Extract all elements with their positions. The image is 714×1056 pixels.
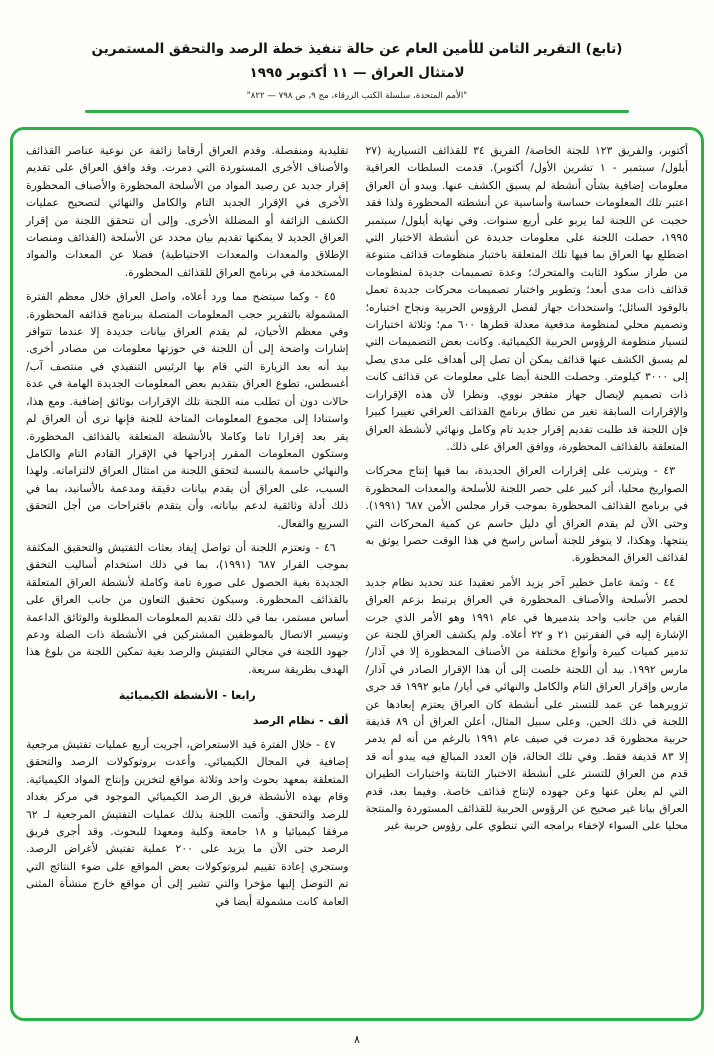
subsection-heading-monitoring-system: ألف - نظام الرصد	[252, 713, 349, 727]
paragraph-44-continuation: تقليدية ومنفصلة. وقدم العراق أرقاما زائفة عن نوعية عناصر القذائف والأصناف الأخرى المستوردة التي دمرت. وقد وافق العراق على تقديم إقرار جديد عن رصيد المواد من الأسلحة المحظورة والأصناف المحظورة الأخرى في الإقرار الجديد التام والكامل والنهائي لتصحيح عمليات الكشف الزائفة أو المضللة الأخرى. وإلى أن تتحقق اللجنة من إقرار العراق الجديد لا يمكنها تقديم بيان محدد عن الأسلحة (القذائف ومنصات الإطلاق والمعدات والمعدات الاحتياطية) فضلا عن المعدات والمواد المستخدمة في برنامج العراق للقذائف المحظورة.	[26, 144, 349, 279]
paragraph-47: ٤٧ - خلال الفترة قيد الاستعراض، أجريت أربع عمليات تفتيش مرجعية إضافية في المجال الكيميائي. وأعدت بروتوكولات الرصد والتحقق المتعلقة بمعهد بحوث واحد وثلاثة مواقع لتخزين وإنتاج المواد الكيميائية. وقام بهذه الأنشطة فريق الرصد الكيميائي الموجود في مركز بغداد للرصد والتحقق. وأتمت اللجنة بذلك عمليات التفتيش المرجعية لـ ٦٢ مرفقا كيميائيا و ١٨ جامعة وكلية ومعهدا للبحوث. وقد أجرى فريق الرصد حتى الآن ما يزيد على ٢٠٠ عملية تفتيش لأغراض الرصد. وستجري إعادة تقييم لبروتوكولات بعض المواقع على ضوء النتائج التي تم التوصل إليها مؤخرا والتي تشير إلى أن مواقع خارج منشأة المثنى العامة كانت مشمولة أيضا في	[26, 738, 349, 908]
paragraph-43: ٤٣ - ويترتب على إقرارات العراق الجديدة، بما فيها إنتاج محركات الصواريخ محليا، أثر كبير على حصر اللجنة للأسلحة والمعدات المحظورة في برنامج القذائف المحظورة بموجب قرار مجلس الأمن ٦٨٧ (١٩٩١). وحتى الآن لم يقدم العراق أي دليل حاسم عن كمية المحركات التي ينتجها. وهكذا، لا يتوفر للجنة أساس راسخ في هذا الوقت حصرا يوثق به لقذائف العراق المحظورة.	[365, 464, 688, 565]
paragraph-44: ٤٤ - وثمة عامل خطير آخر يزيد الأمر تعقيدا عند تحديد نظام جديد لحصر الأسلحة والأصناف المحظورة في العراق يرتبط بزعم العراق القيام من جانب واحد بتدميرها في عام ١٩٩١ وهو الأمر الذي جرت الإشارة إليه في الفقرتين ٢١ و ٢٢ أعلاه. ولم يكشف العراق للجنة عن تدمير كميات كبيرة وأنواع مختلفة من الأصناف المحظورة إلا في آذار/ مارس ١٩٩٢. بيد أن اللجنة خلصت إلى أن هذا الإقرار الصادر في آذار/ مارس وإقرار العراق التام والكامل والنهائي في أيار/ مايو ١٩٩٢ قد جرى تزويرهما عن عمد للتستر على أنشطة كان العراق يعتزم إبعادها عن اللجنة في ذلك الحين. وعلى سبيل المثال، أعلن العراق أن ٨٩ قذيفة حربية محظورة قد دمرت في صيف عام ١٩٩١ بالرغم من أنه لم يدمر إلا ٨٣ قذيفة فقط. وفي تلك الحالة، فإن العدد المبالغ فيه يبدو أنه قد قدم من العراق للتستر على أنشطة الاختبار الثابتة واختبارات الطيران التي لم يعلن عنها وعن جهوده لإنتاج قذائف خاصة. وفيما بعد، قدم العراق بيانا غير صحيح عن الرؤوس الحربية للقذائف المستوردة والمنتجة محليا على السواء لإخفاء برامجه التي تنطوي على رؤوس حربية غير	[365, 575, 689, 833]
document-title: (تابع) التقرير الثامن للأمين العام عن حالة تنفيذ خطة الرصد والتحقق المستمرين	[91, 41, 623, 57]
two-column-layout	[26, 142, 688, 1008]
document-header	[0, 0, 714, 113]
content-border-box	[10, 127, 704, 1021]
section-heading-chemical-activities: رابعا - الأنشطة الكيميائية	[118, 689, 256, 703]
column-left	[26, 142, 349, 1008]
document-subtitle: لامتثال العراق — ١١ أكتوبر ١٩٩٥	[249, 64, 465, 81]
header-divider-rule	[85, 110, 629, 113]
document-source-citation: "الأمم المتحدة، سلسلة الكتب الزرقاء، مج ٩، ص ٧٩٨ — ٨٢٢"	[246, 91, 468, 102]
page-number: ٨	[354, 1033, 360, 1046]
paragraph-46: ٤٦ - وتعتزم اللجنة أن تواصل إيفاد بعثات التفتيش والتحقيق المكثفة بموجب القرار ٦٨٧ (١٩٩١)، بما في ذلك استخدام أساليب التحقق الجديدة بغية الحصول على صورة تامة وكاملة لأنشطة العراق المتعلقة بالقذائف المحظورة. وسيكون تحقيق التعاون من جانب العراق على أساس مستمر، بما في ذلك تقديم المعلومات المطلوبة والوثائق الداعمة وتيسير الاتصال بالموظفين المشتركين في الأنشطة ذات الصلة ودعم جهود اللجنة في مجالي التفتيش والرصد بغية تمكين اللجنة من بلوغ هذا الهدف بطريقة سريعة.	[26, 540, 349, 676]
paragraph-42-continuation: أكتوبر، والفريق ١٢٣ للجنة الخاصة/ الفريق ٣٤ للقذائف التسيارية (٢٧ أيلول/ سبتمبر - ١ تشرين الأول/ أكتوبر). قدمت السلطات العراقية معلومات إضافية بشأن أنشطة لم يسبق الكشف عنها. ويبدو أن العراق اعتبر تلك المعلومات حساسة وأساسية عن أنشطته المحظورة ولذا فقد حجبت عن اللجنة لما يربو على أربع سنوات. وفي نهاية أيلول/ سبتمبر ١٩٩٥، حصلت اللجنة على معلومات جديدة عن أنشطة الاختبار التي اضطلع بها العراق بما فيها تلك المتعلقة باختبار منظومات قذائف متنوعة من طراز سكود الثابت والمتحرك؛ وعدة تصميمات جديدة لمنظومات قذائف ذات مدى أبعد؛ وتطوير واختبار تصميمات محركات جديدة تعمل بالوقود السائل؛ واستحداث جهاز لفصل الرؤوس الحربية ونجاح اختباره؛ وتصميم محلي لمنظومة مدفعية معدلة قطرها ٦٠٠ مم؛ وثلاثة اختبارات لتسيار منظومة الرؤوس الحربية الكيميائية. وكانت بعض التصميمات التي لم يسبق الكشف عنها قذائف يمكن أن تصل إلى أهداف على مدى يصل إلى ٣٠٠٠ كيلومتر. وحصلت اللجنة أيضا على معلومات عن قذائف كانت ذات تصميم لإيصال جهاز متفجر نووي. ونظرا لأن هذه الإقرارات والإقرارات السابقة تغير من نطاق برنامج القذائف العراقي تغييرا كبيرا فإن اللجنة قد طلبت تقديم إقرار جديد تام وكامل ونهائي لأنشطة العراق المتعلقة بالقذائف المحظورة، ووافق العراق على ذلك.	[365, 144, 689, 453]
paragraph-45: ٤٥ - وكما سيتضح مما ورد أعلاه، واصل العراق خلال معظم الفترة المشمولة بالتقرير حجب المعلومات المتصلة ببرنامج قذائفه المحظورة. وفي معظم الأحيان، لم يقدم العراق بيانات جديدة إلا عندما تتوافر إشارات واضحة إلى أن اللجنة في حوزتها معلومات من مصادر أخرى. بيد أنه بعد الزيارة التي قام بها الرئيس التنفيذي في منتصف آب/أغسطس، تطوع العراق بتقديم بعض المعلومات الجديدة الهامة في عدة حالات دون أن تطلب منه اللجنة تلك الإقرارات بوثائق إضافية. ومع هذا، واستنادا إلى مجموع المعلومات المتاحة للجنة فإنها ترى أن العراق لم يقر بعد إقرارا تاما وكاملا بالأنشطة المتعلقة بالقذائف المحظورة. وستكون المعلومات المقرر إدراجها في الإقرار القادم التام والكامل والنهائي حاسمة بالنسبة لتحقق اللجنة من امتثال العراق لالتزاماته. ولهذا السبب، على العراق أن يقدم بيانات دقيقة ومدعمة بالأسانيد، بما في ذلك أدلة وثائقية لدعم بياناته، وأن يتقدم باقتراحات من أجل التحقق السريع والفعال.	[26, 290, 349, 530]
column-right	[366, 142, 689, 1008]
